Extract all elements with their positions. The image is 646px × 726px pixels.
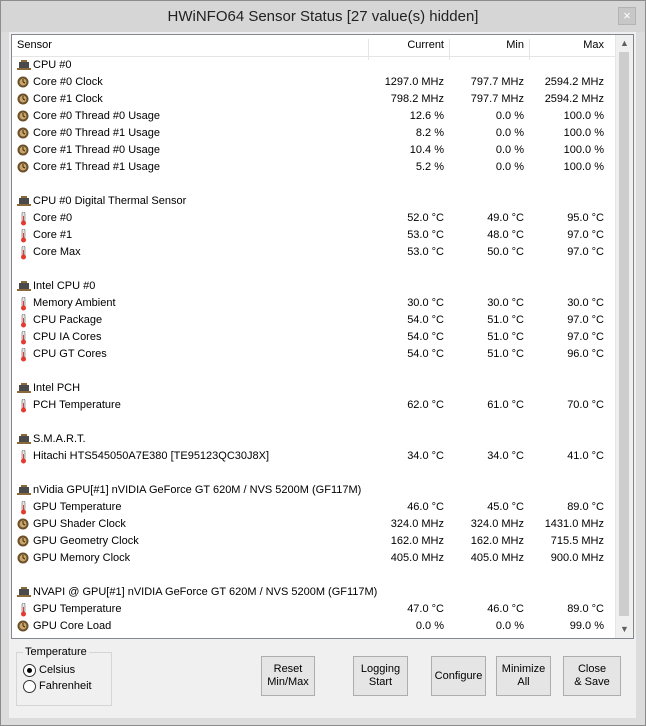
chip-icon [17,195,29,207]
spacer-row [12,567,616,584]
thermometer-icon [17,314,29,326]
sensor-row[interactable] [12,244,616,261]
clock-icon [17,552,29,564]
sensor-label: Core #1 Clock [33,93,103,105]
celsius-label: Celsius [39,664,76,676]
sensor-row[interactable] [12,516,616,533]
sensor-row[interactable] [12,533,616,550]
sensor-label: GPU Core Load [33,620,112,632]
value-min: 405.0 MHz [470,552,524,564]
sensor-label: GPU Memory Clock [33,552,131,564]
value-min: 51.0 °C [487,314,524,326]
sensor-row[interactable] [12,397,616,414]
sensor-label: CPU Package [33,314,103,326]
value-max: 97.0 °C [567,331,604,343]
sensor-row[interactable] [12,295,616,312]
sensor-row[interactable] [12,227,616,244]
clock-icon [17,144,29,156]
sensor-label: GPU Geometry Clock [33,535,139,547]
thermometer-icon [17,229,29,241]
sensor-row[interactable] [12,91,616,108]
sensor-label: Core Max [33,246,81,258]
chip-icon [17,59,29,71]
value-max: 100.0 % [563,110,604,122]
temperature-legend: Temperature [25,646,87,658]
chip-icon [17,586,29,598]
chip-icon [17,433,29,445]
value-min: 50.0 °C [487,246,524,258]
value-min: 61.0 °C [487,399,524,411]
configure-button[interactable]: Configure [431,656,486,696]
sensor-row[interactable] [12,74,616,91]
close-window-button[interactable]: × [618,7,636,25]
sensor-label: Core #0 [33,212,73,224]
value-max: 900.0 MHz [550,552,604,564]
sensor-label: Core #1 Thread #0 Usage [33,144,160,156]
sensor-label: NVAPI @ GPU[#1] nVIDIA GeForce GT 620M / NVS 5200M (GF117M) [33,586,378,598]
value-max: 2594.2 MHz [544,76,604,88]
sensor-label: Core #1 Thread #1 Usage [33,161,160,173]
spacer-row [12,363,616,380]
sensor-label: Core #0 Thread #0 Usage [33,110,160,122]
value-min: 324.0 MHz [470,518,524,530]
scroll-up-icon[interactable]: ▲ [620,38,629,48]
sensor-row[interactable] [12,108,616,125]
value-min: 797.7 MHz [470,93,524,105]
value-current: 54.0 °C [407,314,444,326]
sensor-label: PCH Temperature [33,399,121,411]
value-max: 2594.2 MHz [544,93,604,105]
value-max: 95.0 °C [567,212,604,224]
fahrenheit-label: Fahrenheit [39,680,92,692]
thermometer-icon [17,399,29,411]
value-current: 54.0 °C [407,331,444,343]
value-max: 96.0 °C [567,348,604,360]
value-min: 51.0 °C [487,348,524,360]
column-header-max[interactable]: Max [583,39,604,51]
clock-icon [17,76,29,88]
value-min: 0.0 % [495,161,524,173]
window-title: HWiNFO64 Sensor Status [27 value(s) hidden] [167,8,479,25]
value-current: 162.0 MHz [390,535,444,547]
thermometer-icon [17,450,29,462]
clock-icon [17,518,29,530]
sensor-label: Intel CPU #0 [33,280,96,292]
sensor-row[interactable] [12,346,616,363]
sensor-row[interactable] [12,210,616,227]
clock-icon [17,110,29,122]
sensor-label: CPU #0 [33,59,72,71]
sensor-row[interactable] [12,448,616,465]
value-current: 34.0 °C [407,450,444,462]
sensor-label: GPU Temperature [33,501,122,513]
logging-start-button[interactable]: Logging Start [353,656,408,696]
value-current: 47.0 °C [407,603,444,615]
chip-icon [17,382,29,394]
sensor-label: nVidia GPU[#1] nVIDIA GeForce GT 620M / NVS 5200M (GF117M) [33,484,362,496]
thermometer-icon [17,501,29,513]
sensor-group-row[interactable] [12,57,616,74]
sensor-label: Core #0 Clock [33,76,103,88]
reset-minmax-button[interactable]: Reset Min/Max [261,656,315,696]
sensor-label: S.M.A.R.T. [33,433,86,445]
value-min: 45.0 °C [487,501,524,513]
sensor-row[interactable] [12,329,616,346]
scroll-down-icon[interactable]: ▼ [620,624,629,634]
scroll-thumb[interactable] [619,52,629,616]
value-current: 1297.0 MHz [384,76,444,88]
sensor-label: GPU Temperature [33,603,122,615]
value-current: 405.0 MHz [390,552,444,564]
temperature-group [16,646,112,706]
thermometer-icon [17,331,29,343]
spacer-row [12,414,616,431]
spacer-row [12,261,616,278]
value-max: 97.0 °C [567,229,604,241]
sensor-group-row[interactable] [12,482,616,499]
sensor-group-row[interactable] [12,193,616,210]
thermometer-icon [17,212,29,224]
value-min: 0.0 % [495,127,524,139]
value-max: 99.0 % [569,620,604,632]
column-header-sensor[interactable]: Sensor [17,39,52,51]
sensor-group-row[interactable] [12,278,616,295]
sensor-label: Hitachi HTS545050A7E380 [TE95123QC30J8X] [33,450,270,462]
value-min: 34.0 °C [487,450,524,462]
value-current: 52.0 °C [407,212,444,224]
value-current: 54.0 °C [407,348,444,360]
sensor-label: Core #0 Thread #1 Usage [33,127,160,139]
value-current: 46.0 °C [407,501,444,513]
title-bar[interactable] [1,1,645,32]
thermometer-icon [17,246,29,258]
value-min: 797.7 MHz [470,76,524,88]
value-min: 46.0 °C [487,603,524,615]
clock-icon [17,161,29,173]
sensor-group-row[interactable] [12,380,616,397]
thermometer-icon [17,297,29,309]
sensor-row[interactable] [12,601,616,618]
radio-fahrenheit-icon[interactable] [23,680,36,693]
sensor-label: CPU GT Cores [33,348,107,360]
value-min: 49.0 °C [487,212,524,224]
value-max: 100.0 % [563,144,604,156]
value-max: 100.0 % [563,127,604,139]
sensor-rows [12,57,616,635]
value-current: 62.0 °C [407,399,444,411]
sensor-row[interactable] [12,142,616,159]
clock-icon [17,93,29,105]
spacer-row [12,465,616,482]
value-min: 0.0 % [495,620,524,632]
chip-icon [17,484,29,496]
value-current: 798.2 MHz [390,93,444,105]
list-header [12,35,616,57]
sensor-group-row[interactable] [12,431,616,448]
sensor-label: Memory Ambient [33,297,116,309]
sensor-label: CPU IA Cores [33,331,102,343]
value-max: 97.0 °C [567,246,604,258]
fahrenheit-radio[interactable] [23,679,111,694]
sensor-row[interactable] [12,618,616,635]
sensor-row[interactable] [12,550,616,567]
sensor-row[interactable] [12,159,616,176]
value-max: 89.0 °C [567,501,604,513]
sensor-label: GPU Shader Clock [33,518,126,530]
radio-celsius-icon[interactable] [23,664,36,677]
value-max: 41.0 °C [567,450,604,462]
sensor-group-row[interactable] [12,584,616,601]
close-save-button[interactable]: Close & Save [563,656,621,696]
value-current: 53.0 °C [407,246,444,258]
sensor-label: CPU #0 Digital Thermal Sensor [33,195,187,207]
sensor-label: Intel PCH [33,382,81,394]
value-max: 97.0 °C [567,314,604,326]
value-current: 10.4 % [409,144,444,156]
value-current: 0.0 % [415,620,444,632]
sensor-row[interactable] [12,125,616,142]
value-min: 48.0 °C [487,229,524,241]
sensor-row[interactable] [12,312,616,329]
value-current: 5.2 % [415,161,444,173]
vertical-scrollbar[interactable] [615,35,633,638]
value-min: 0.0 % [495,110,524,122]
value-max: 89.0 °C [567,603,604,615]
value-current: 8.2 % [415,127,444,139]
celsius-radio[interactable] [23,663,111,678]
value-min: 162.0 MHz [470,535,524,547]
sensor-list[interactable] [11,34,634,639]
value-max: 1431.0 MHz [544,518,604,530]
clock-icon [17,127,29,139]
value-min: 51.0 °C [487,331,524,343]
value-min: 30.0 °C [487,297,524,309]
value-current: 324.0 MHz [390,518,444,530]
value-current: 12.6 % [409,110,444,122]
value-max: 100.0 % [563,161,604,173]
clock-icon [17,620,29,632]
value-min: 0.0 % [495,144,524,156]
client-area [9,32,636,718]
spacer-row [12,176,616,193]
value-max: 70.0 °C [567,399,604,411]
thermometer-icon [17,348,29,360]
value-current: 53.0 °C [407,229,444,241]
value-max: 715.5 MHz [550,535,604,547]
value-max: 30.0 °C [567,297,604,309]
chip-icon [17,280,29,292]
thermometer-icon [17,603,29,615]
column-header-min[interactable]: Min [506,39,524,51]
sensor-label: Core #1 [33,229,73,241]
minimize-all-button[interactable]: Minimize All [496,656,551,696]
clock-icon [17,535,29,547]
sensor-row[interactable] [12,499,616,516]
column-header-current[interactable]: Current [407,39,444,51]
value-current: 30.0 °C [407,297,444,309]
